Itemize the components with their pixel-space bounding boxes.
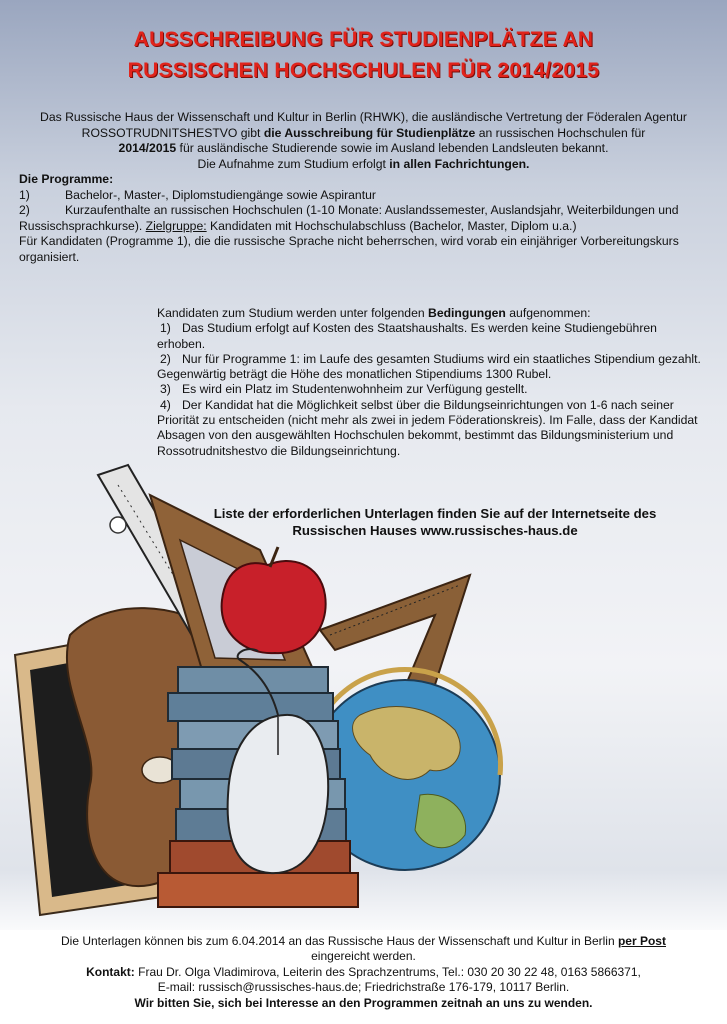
closing-note: Wir bitten Sie, sich bei Interesse an den Programmen zeitnah an uns zu wenden.	[134, 995, 593, 1010]
contact-line	[0, 965, 727, 980]
title-line-1: AUSSCHREIBUNG FÜR STUDIENPLÄTZE AN	[133, 28, 594, 51]
contact-text: Frau Dr. Olga Vladimirova, Leiterin des Sprachzentrums, Tel.: 030 20 30 22 48, 0163 5866371,	[134, 964, 641, 979]
program-text: Kurzaufenthalte an russischen Hochschulen (1-10 Monate: Auslandssemester, Auslandsjahr, Weiterbildungen und Russischsprachkurse).	[19, 203, 679, 233]
condition-item-3	[157, 382, 702, 397]
target-group-label: Zielgruppe:	[145, 218, 207, 233]
program-text: Kandidaten mit Hochschulabschluss (Bachelor, Master, Diplom u.a.)	[206, 218, 577, 233]
footer-text: eingereicht werden.	[311, 949, 416, 964]
footer-text: Die Unterlagen können bis zum 6.04.2014 an das Russische Haus der Wissenschaft und Kultur in Berlin	[61, 934, 618, 948]
conditions-text: Kandidaten zum Studium werden unter folgenden	[157, 306, 429, 320]
contact-email-address: E-mail: russisch@russisches-haus.de; Friedrichstraße 176-179, 10117 Berlin.	[157, 980, 570, 995]
programs-heading: Die Programme:	[19, 172, 114, 186]
intro-text: Das Russische Haus der Wissenschaft und Kultur in Berlin (RHWK), die ausländische Vertretung der Föderalen Agentur ROSSOTRUDNITSHESTVO gibt	[40, 110, 687, 140]
submission-note	[0, 934, 727, 949]
footer-emphasis: per Post	[617, 934, 666, 948]
conditions-text: aufgenommen:	[505, 306, 591, 320]
intro-paragraph	[26, 110, 701, 172]
intro-year: 2014/2015	[118, 141, 177, 155]
condition-item-2	[157, 352, 702, 383]
condition-item-1	[157, 321, 702, 352]
intro-emphasis: die Ausschreibung für Studienplätze	[263, 125, 476, 140]
footer-contact	[0, 930, 727, 1024]
condition-number: 4)	[160, 397, 171, 412]
title-line-2: RUSSISCHEN HOCHSCHULEN FÜR 2014/2015	[127, 59, 600, 82]
condition-text: Das Studium erfolgt auf Kosten des Staatshaushalts. Es werden keine Studiengebühren erhoben.	[157, 321, 657, 351]
contact-label: Kontakt:	[86, 964, 135, 979]
condition-text: Der Kandidat hat die Möglichkeit selbst über die Bildungseinrichtungen von 1-6 nach seiner Priorität zu entscheiden (nicht mehr als zwei in jedem Föderationskreis). Im Falle, dass der Kandidat Absagen von den ausgewählten Hochschulen bekommt, bestimmt das Bildungsministerium und Rossotrudnitshestvo die Bildungseinrichtung.	[157, 397, 698, 458]
programs-note: Für Kandidaten (Programme 1), die die russische Sprache nicht beherrschen, wird vorab ein einjähriger Vorbereitungskurs organisiert.	[19, 234, 679, 264]
intro-text: an russischen Hochschulen für	[475, 125, 646, 140]
condition-item-4	[157, 398, 702, 459]
programs-section	[19, 172, 709, 265]
intro-emphasis: in allen Fachrichtungen.	[389, 156, 530, 171]
program-number: 2)	[19, 203, 30, 217]
page-title	[0, 24, 727, 86]
program-text: Bachelor-, Master-, Diplomstudiengänge sowie Aspirantur	[65, 187, 376, 202]
documents-note-line: Russischen Hauses www.russisches-haus.de	[292, 522, 578, 538]
program-item-1	[19, 188, 709, 204]
education-illustration	[0, 455, 727, 935]
program-item-2	[19, 203, 709, 234]
condition-number: 3)	[160, 382, 171, 397]
condition-number: 1)	[160, 321, 171, 336]
condition-number: 2)	[160, 351, 171, 366]
conditions-section	[157, 306, 702, 459]
intro-text: für ausländische Studierende sowie im Ausland lebenden Landsleuten bekannt.	[176, 141, 609, 155]
conditions-intro	[157, 306, 702, 321]
condition-text: Nur für Programme 1: im Laufe des gesamten Studiums wird ein staatliches Stipendium gezahlt. Gegenwärtig beträgt die Höhe des monatlichen Stipendiums 1300 Rubel.	[157, 351, 701, 382]
intro-text: Die Aufnahme zum Studium erfolgt	[197, 156, 390, 171]
condition-text: Es wird ein Platz im Studentenwohnheim zur Verfügung gestellt.	[182, 382, 528, 397]
program-number: 1)	[19, 187, 30, 202]
documents-note-line: Liste der erforderlichen Unterlagen finden Sie auf der Internetseite des	[213, 506, 657, 521]
conditions-emphasis: Bedingungen	[428, 306, 506, 320]
